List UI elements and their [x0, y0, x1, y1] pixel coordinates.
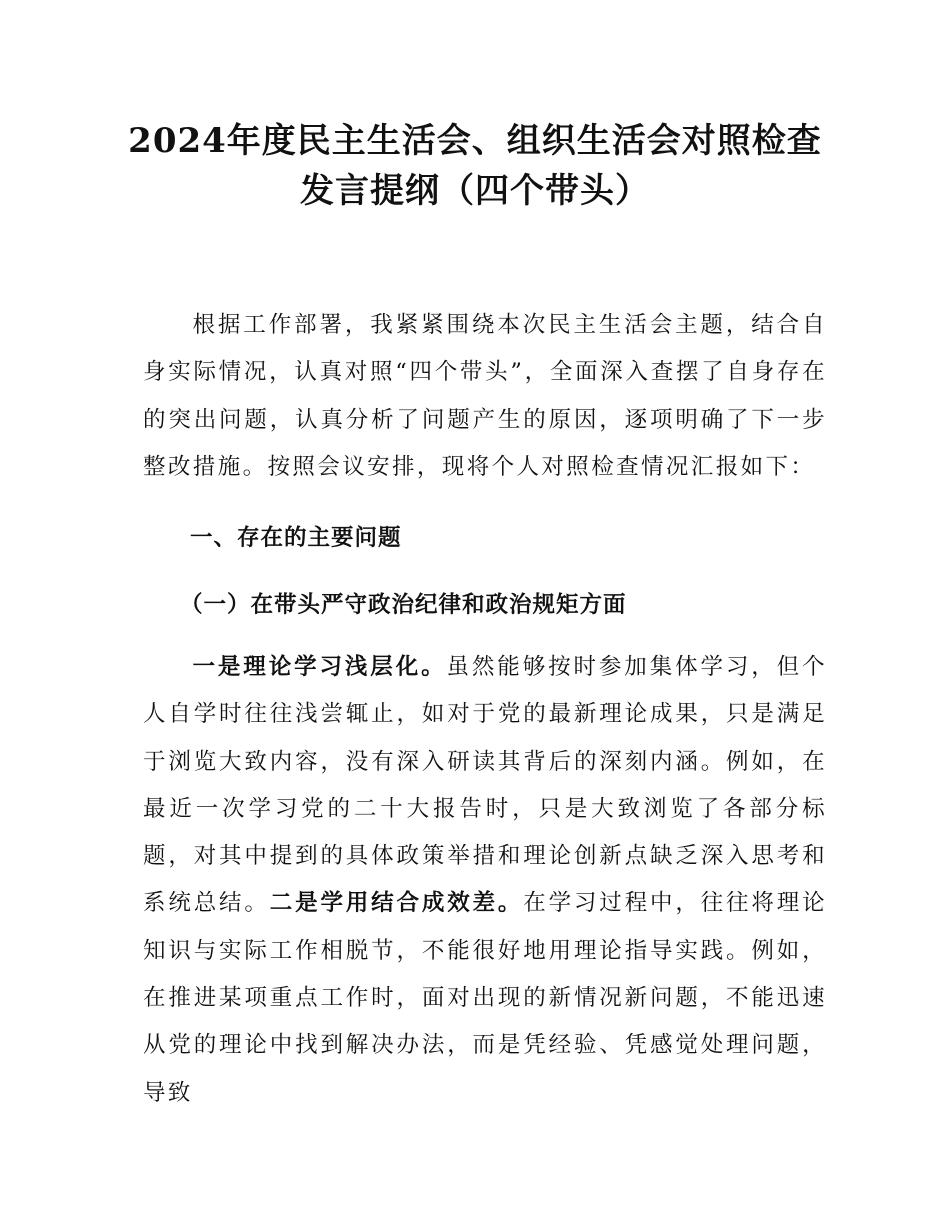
point-2-lead: 二是学用结合成效差。 — [269, 890, 524, 917]
document-title-line-1: 2024年度民主生活会、组织生活会对照检查 — [128, 121, 822, 161]
intro-paragraph: 根据工作部署，我紧紧围绕本次民主生活会主题，结合自身实际情况，认真对照“四个带头”，全面深入查摆了自身存在的突出问题，认真分析了问题产生的原因，逐项明确了下一步整改措施。按照会议安排，现将个人对照检查情况汇报如下： — [143, 312, 827, 480]
problem-paragraph — [143, 644, 827, 1117]
point-2-text: 在学习过程中，往往将理论知识与实际工作相脱节，不能很好地用理论指导实践。例如，在推进某项重点工作时，面对出现的新情况新问题，不能迅速从党的理论中找到解决办法，而是凭经验、凭感觉处理问题，导致 — [143, 890, 827, 1106]
document-title-line-2: 发言提纲（四个带头） — [300, 171, 650, 211]
point-1-lead: 一是理论学习浅层化。 — [192, 654, 447, 680]
subsection-heading-political-discipline: （一）在带头严守政治纪律和政治规矩方面 — [180, 592, 627, 618]
point-1-text: 虽然能够按时参加集体学习，但个人自学时往往浅尝辄止，如对于党的最新理论成果，只是满足于浏览大致内容，没有深入研读其背后的深刻内涵。例如，在最近一次学习党的二十大报告时，只是大致浏览了各部分标题，对其中提到的具体政策举措和理论创新点缺乏深入思考和系统总结。 — [143, 654, 827, 917]
section-heading-main-problems: 一、存在的主要问题 — [190, 525, 402, 551]
